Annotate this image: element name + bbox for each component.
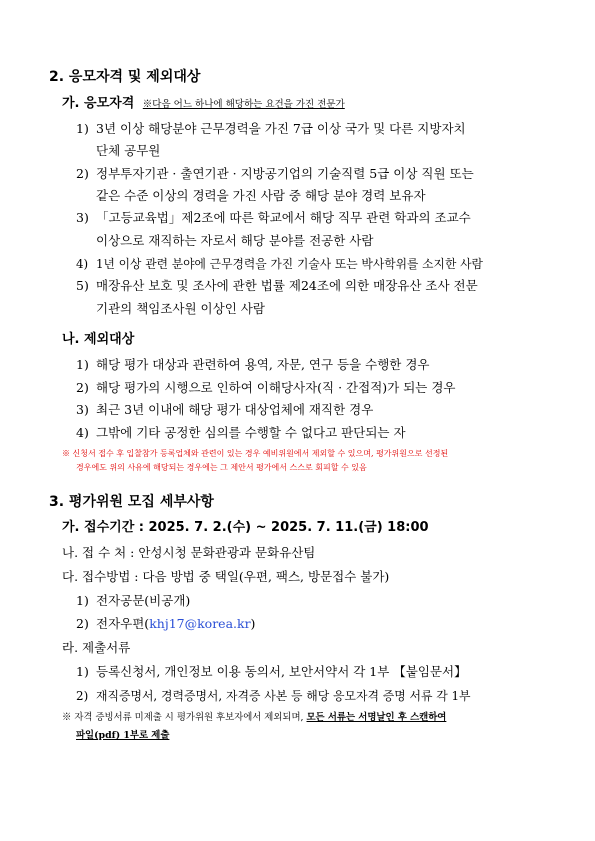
- item-text: 해당 평가 대상과 관련하여 용역, 자문, 연구 등을 수행한 경우: [96, 357, 430, 372]
- item-number: 3): [76, 402, 89, 417]
- item-number: 4): [76, 425, 89, 440]
- eligibility-item-3: [76, 210, 471, 226]
- item-number: 4): [76, 257, 89, 271]
- item-text: 3년 이상 해당분야 근무경력을 가진 7급 이상 국가 및 다른 지방자치: [96, 121, 466, 136]
- eligibility-item-3-cont: 이상으로 재직하는 자로서 해당 분야를 전공한 사람: [96, 233, 374, 248]
- eligibility-title-text: 가. 응모자격: [62, 96, 135, 111]
- eligibility-item-2: [76, 166, 474, 182]
- document-item-2: [76, 688, 471, 704]
- eligibility-item-5: [76, 278, 478, 294]
- eligibility-item-2-cont: 같은 수준 이상의 경력을 가진 사람 중 해당 분야 경력 보유자: [96, 188, 426, 203]
- item-text: 그밖에 기타 공정한 심의를 수행할 수 없다고 판단되는 자: [96, 425, 406, 440]
- section-2-title: 2. 응모자격 및 제외대상: [49, 69, 201, 85]
- required-documents-title: 라. 제출서류: [62, 640, 131, 655]
- section-3-title: 3. 평가위원 모집 세부사항: [49, 494, 214, 510]
- item-text: 「고등교육법」제2조에 따른 학교에서 해당 직무 관련 학과의 조교수: [96, 210, 471, 225]
- item-text: 정부투자기관 · 출연기관 · 지방공기업의 기술직렬 5급 이상 직원 또는: [96, 166, 474, 181]
- item-number: 1): [76, 357, 89, 372]
- item-number: 5): [76, 278, 89, 293]
- exclusion-note-line-1: ※ 신청서 접수 후 입찰참가 등록업체와 관련이 있는 경우 예비위원에서 제외할 수 있으며, 평가위원으로 선정된: [62, 449, 449, 458]
- item-text: 1년 이상 관련 분야에 근무경력을 가진 기술사 또는 박사학위를 소지한 사람: [96, 257, 483, 271]
- method-item-2: [76, 616, 255, 632]
- submission-method: 다. 접수방법 : 다음 방법 중 택일(우편, 팩스, 방문접수 불가): [62, 569, 390, 584]
- exclusion-item-1: [76, 357, 430, 373]
- final-note-line-1: [62, 710, 446, 726]
- method-item-1: [76, 593, 190, 609]
- exclusion-item-3: [76, 402, 373, 418]
- final-note-line-2: 파일(pdf) 1부로 제출: [76, 730, 170, 741]
- item-number: 2): [76, 689, 89, 703]
- subsection-exclusion-title: 나. 제외대상: [62, 332, 135, 347]
- item-text: 등록신청서, 개인정보 이용 동의서, 보안서약서 각 1부 【붙임문서】: [96, 664, 467, 679]
- item-text: 전자우편(: [96, 616, 150, 631]
- item-text-end: ): [250, 616, 256, 631]
- item-text: 재직증명서, 경력증명서, 자격증 사본 등 해당 응모자격 증명 서류 각 1부: [96, 689, 471, 703]
- email-link[interactable]: khj17@korea.kr: [149, 616, 251, 631]
- item-text: 전자공문(비공개): [96, 593, 191, 608]
- exclusion-item-4: [76, 425, 406, 441]
- item-text: 매장유산 보호 및 조사에 관한 법률 제24조에 의한 매장유산 조사 전문: [96, 278, 478, 293]
- document-item-1: [76, 664, 467, 680]
- subsection-eligibility-title: [62, 96, 345, 113]
- eligibility-item-5-cont: 기관의 책임조사원 이상인 사람: [96, 301, 265, 316]
- application-period: 가. 접수기간 : 2025. 7. 2.(수) ~ 2025. 7. 11.(금) 18:00: [62, 520, 429, 535]
- item-number: 1): [76, 121, 89, 136]
- item-number: 1): [76, 593, 89, 608]
- eligibility-item-1-cont: 단체 공무원: [96, 143, 161, 158]
- eligibility-note: ※다음 어느 하나에 해당하는 요건을 가진 전문가: [142, 99, 345, 110]
- final-note-text: ※ 자격 증빙서류 미제출 시 평가위원 후보자에서 제외되며,: [62, 712, 307, 723]
- item-number: 1): [76, 664, 89, 679]
- item-number: 2): [76, 380, 89, 395]
- eligibility-item-1: [76, 121, 466, 137]
- item-text: 해당 평가의 시행으로 인하여 이해당사자(직 · 간접적)가 되는 경우: [96, 380, 456, 395]
- item-text: 최근 3년 이내에 해당 평가 대상업체에 재직한 경우: [96, 402, 374, 417]
- exclusion-item-2: [76, 380, 455, 396]
- exclusion-note-line-2: 경우에도 위의 사유에 해당되는 경우에는 그 제안서 평가에서 스스로 회피할 수 있음: [76, 463, 367, 472]
- eligibility-item-4: [76, 256, 483, 272]
- submission-place: 나. 접 수 처 : 안성시청 문화관광과 문화유산팀: [62, 545, 316, 560]
- final-note-emphasis: 모든 서류는 서명날인 후 스캔하여: [306, 712, 447, 723]
- item-number: 3): [76, 210, 89, 225]
- item-number: 2): [76, 166, 89, 181]
- item-number: 2): [76, 616, 89, 631]
